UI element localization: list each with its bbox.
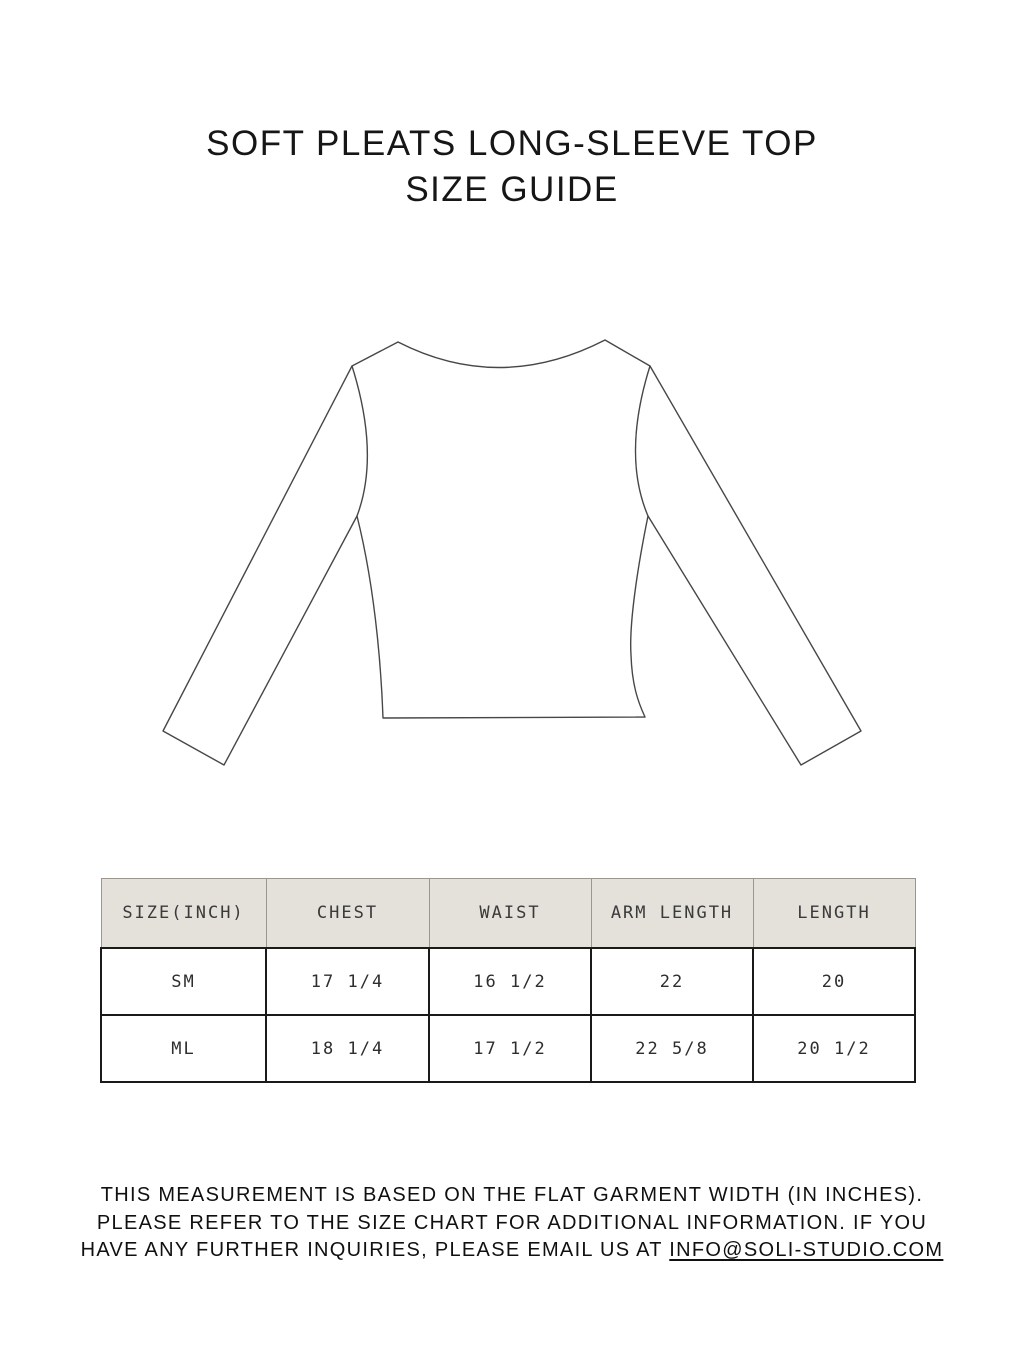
page-title-line-1: SOFT PLEATS LONG-SLEEVE TOP: [206, 124, 818, 163]
table-row-sm: [101, 948, 915, 1015]
page-title: [0, 121, 1024, 213]
measurement-note-line-3-text: HAVE ANY FURTHER INQUIRIES, PLEASE EMAIL US AT: [80, 1239, 670, 1261]
cell-sm-size: SM: [101, 948, 266, 1015]
cell-ml-arm-length: 22 5/8: [591, 1015, 753, 1082]
table-row-ml: [101, 1015, 915, 1082]
cell-sm-chest: 17 1/4: [266, 948, 429, 1015]
measurement-note: [0, 1182, 1024, 1265]
cell-sm-length: 20: [753, 948, 915, 1015]
cell-ml-chest: 18 1/4: [266, 1015, 429, 1082]
measurement-note-line-1: THIS MEASUREMENT IS BASED ON THE FLAT GARMENT WIDTH (IN INCHES).: [100, 1184, 924, 1206]
measurement-note-line-3: [0, 1237, 1024, 1265]
header-chest: CHEST: [266, 879, 429, 949]
cell-sm-arm-length: 22: [591, 948, 753, 1015]
contact-email-link[interactable]: INFO@SOLI-STUDIO.COM: [669, 1239, 944, 1261]
page-title-line-2: SIZE GUIDE: [405, 170, 619, 209]
header-length: LENGTH: [753, 879, 915, 949]
header-arm-length: ARM LENGTH: [591, 879, 753, 949]
size-table: [100, 878, 916, 1083]
header-waist: WAIST: [429, 879, 591, 949]
cell-ml-length: 20 1/2: [753, 1015, 915, 1082]
cell-sm-waist: 16 1/2: [429, 948, 591, 1015]
cell-ml-waist: 17 1/2: [429, 1015, 591, 1082]
header-size-inch: SIZE(INCH): [101, 879, 266, 949]
cell-ml-size: ML: [101, 1015, 266, 1082]
size-table-header-row: [101, 879, 915, 949]
measurement-note-line-2: PLEASE REFER TO THE SIZE CHART FOR ADDITIONAL INFORMATION. IF YOU: [96, 1211, 928, 1234]
